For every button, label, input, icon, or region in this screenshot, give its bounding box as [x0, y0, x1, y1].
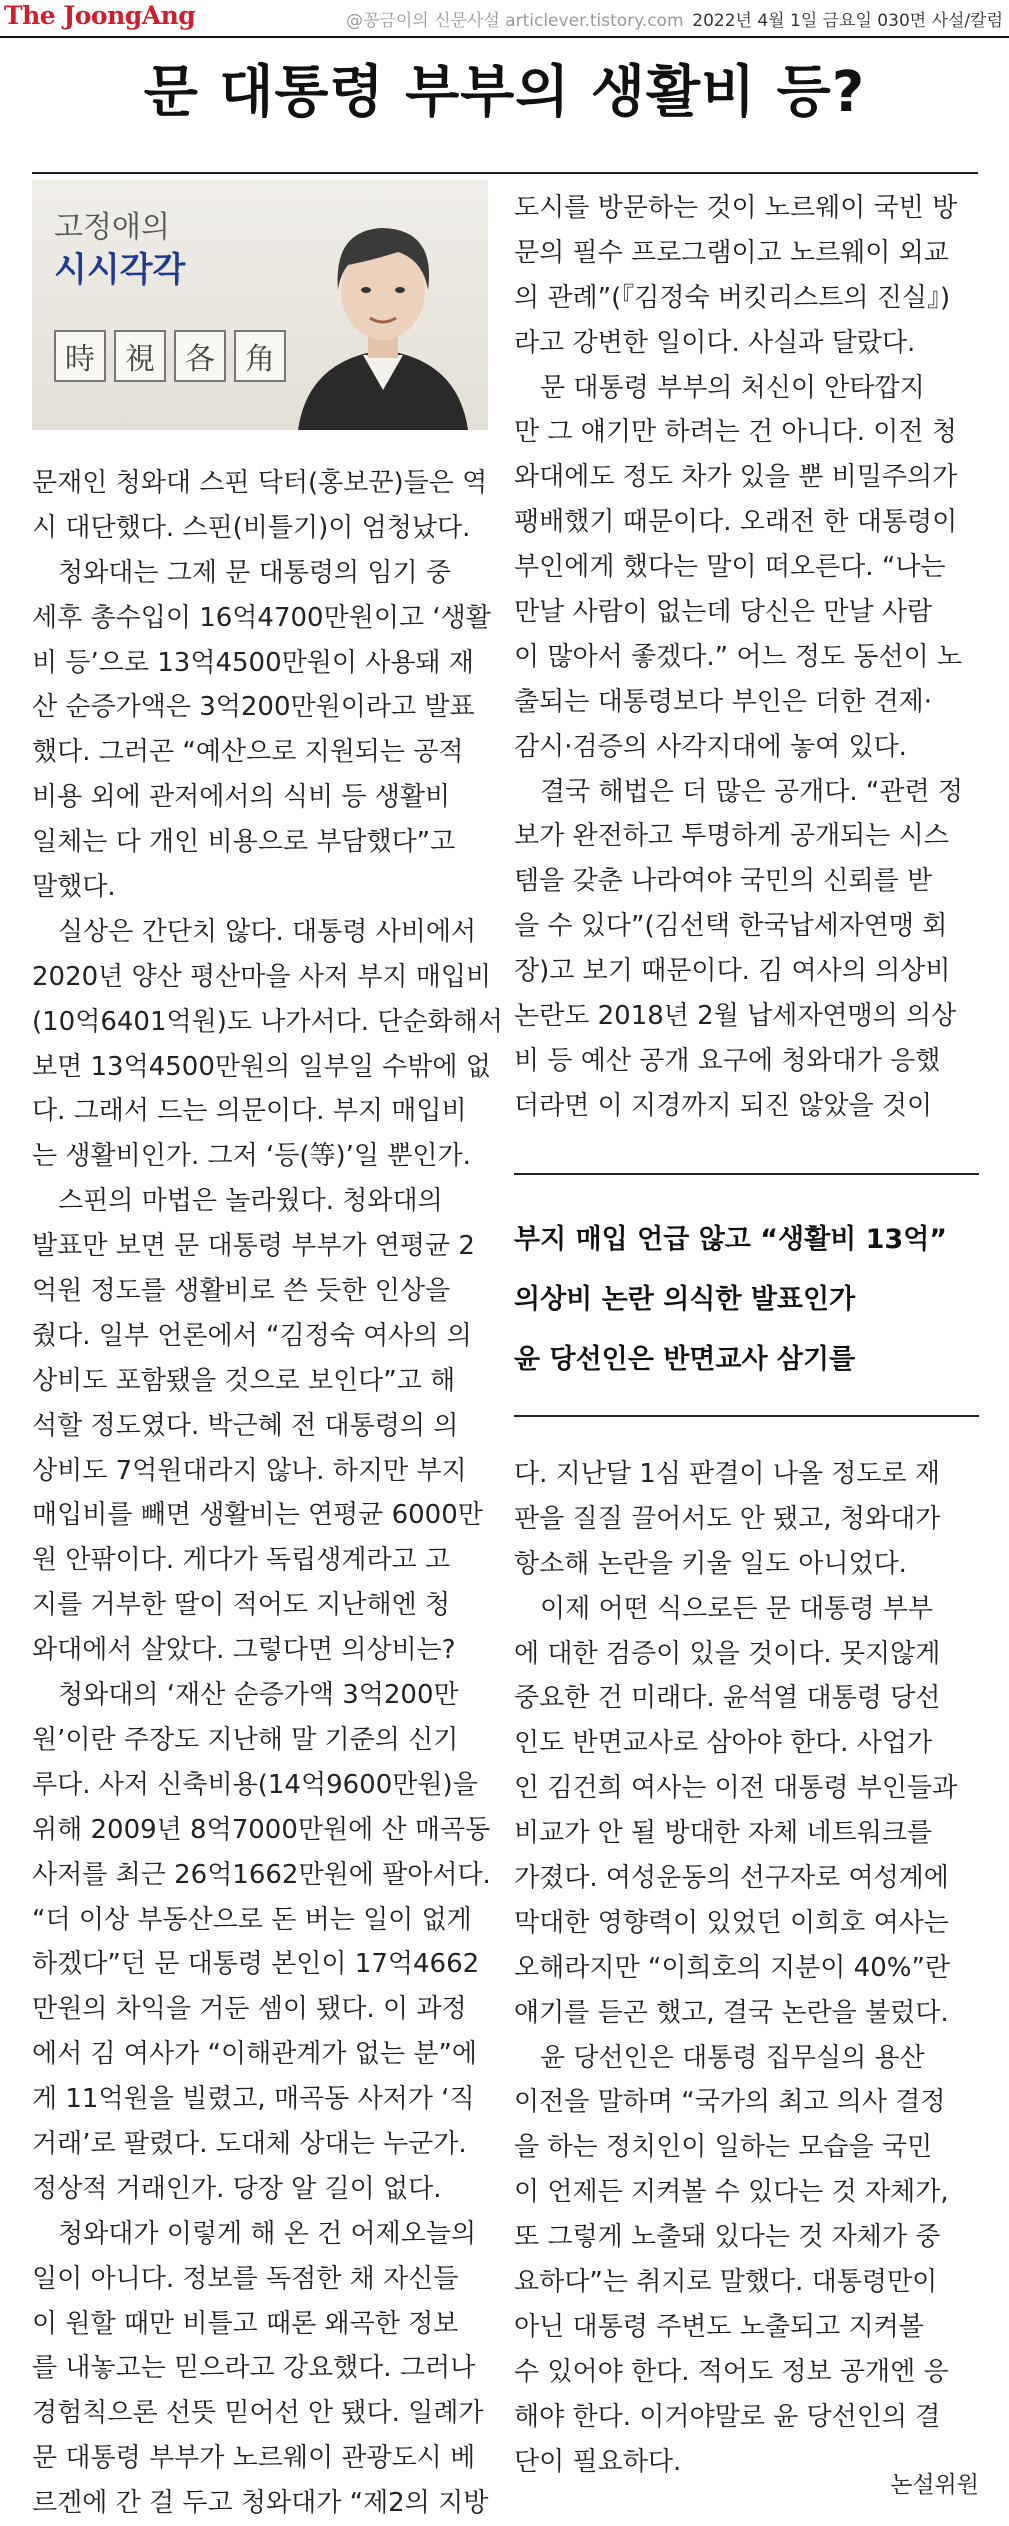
blog-watermark: @꽁금이의 신문사설 articlever.tistory.com — [346, 11, 684, 31]
text-line: 일체는 다 개인 비용으로 부담했다”고 — [32, 827, 456, 858]
pull-quote-rule-bottom — [514, 1415, 979, 1417]
text-line: 가졌다. 여성운동의 선구자로 여성계에 — [514, 1863, 949, 1894]
text-line: 만원의 차익을 거둔 셈이 됐다. 이 과정 — [32, 1994, 467, 2025]
text-line: 항소해 논란을 키울 일도 아니었다. — [514, 1548, 907, 1579]
text-line: 원 안팎이다. 게다가 독립생계라고 고 — [32, 1545, 451, 1576]
right-column-top — [514, 186, 979, 1129]
text-line: 정상적 거래인가. 당장 알 길이 없다. — [32, 2173, 442, 2204]
article-headline: 문 대통령 부부의 생활비 등? — [143, 60, 866, 125]
writer-name: 고정애의 — [54, 210, 170, 245]
text-line: 세후 총수입이 16억4700만원이고 ‘생활 — [32, 602, 491, 633]
text-line: 비교가 안 될 방대한 자체 네트워크를 — [514, 1818, 933, 1849]
pull-quote-line: 의상비 논란 의식한 발표인가 — [514, 1284, 856, 1315]
text-line: 매입비를 빼면 생활비는 연평균 6000만 — [32, 1500, 483, 1531]
text-line: 결국 해법은 더 많은 공개다. “관련 정 — [514, 776, 963, 807]
text-line: 을 하는 정치인이 일하는 모습을 국민 — [514, 2132, 933, 2163]
text-line: 인 김건희 여사는 이전 대통령 부인들과 — [514, 1773, 958, 1804]
column-card — [32, 180, 488, 430]
text-line: 게 11억원을 빌렸고, 매곡동 사저가 ‘직 — [32, 2084, 475, 2115]
headline-rule — [32, 172, 978, 174]
text-line: 원’이란 주장도 지난해 말 기준의 신기 — [32, 1724, 459, 1755]
text-line: 위해 2009년 8억7000만원에 산 매곡동 — [32, 1814, 491, 1845]
text-line: 의 관례”(『김정숙 버킷리스트의 진실』) — [514, 282, 951, 313]
text-line: 또 그렇게 노출돼 있다는 것 자체가 중 — [514, 2222, 941, 2253]
text-line: 윤 당선인은 대통령 집무실의 용산 — [514, 2042, 925, 2073]
text-line: 문 대통령 부부가 노르웨이 관광도시 베 — [32, 2443, 476, 2474]
text-line: 보면 13억4500만원의 일부일 수밖에 없 — [32, 1051, 491, 1082]
text-line: 루다. 사저 신축비용(14억9600만원)을 — [32, 1769, 478, 1800]
text-line: 논란도 2018년 2월 납세자연맹의 의상 — [514, 1001, 957, 1032]
text-line: 를 내놓고는 믿으라고 강요했다. 그러나 — [32, 2353, 476, 2384]
text-line: 다. 지난달 1심 판결이 나올 정도로 재 — [514, 1459, 941, 1489]
text-line: 비용 외에 관저에서의 식비 등 생활비 — [32, 782, 451, 813]
text-line: 와대에도 정도 차가 있을 뿐 비밀주의가 — [514, 462, 958, 493]
text-line: 인도 반면교사로 삼아야 한다. 사업가 — [514, 1728, 933, 1759]
text-line: 만 그 얘기만 하려는 건 아니다. 이전 청 — [514, 417, 957, 448]
text-line: 는 생활비인가. 그저 ‘등(等)’일 뿐인가. — [32, 1141, 471, 1172]
hanja-char: 各 — [174, 330, 226, 382]
text-line: 출되는 대통령보다 부인은 더한 견제· — [514, 686, 933, 717]
text-line: 와대에서 살았다. 그렇다면 의상비는? — [32, 1635, 456, 1666]
text-line: 장)고 보기 때문이다. 김 여사의 의상비 — [514, 956, 951, 987]
text-line: 석할 정도였다. 박근혜 전 대통령의 의 — [32, 1410, 459, 1441]
pull-quote-rule-top — [514, 1173, 979, 1175]
text-line: 에 대한 검증이 있을 것이다. 못지않게 — [514, 1638, 941, 1669]
text-line: “더 이상 부동산으로 돈 버는 일이 없게 — [32, 1904, 472, 1935]
text-line: 이 많아서 좋겠다.” 어느 정도 동선이 노 — [514, 641, 963, 672]
text-line: 문재인 청와대 스핀 닥터(홍보꾼)들은 역 — [32, 468, 488, 498]
text-line: 요하다”는 취지로 말했다. 대통령만이 — [514, 2267, 938, 2298]
text-line: 상비도 7억원대라지 않나. 하지만 부지 — [32, 1455, 467, 1486]
text-line: 을 수 있다”(김선택 한국납세자연맹 회 — [514, 911, 948, 942]
text-line: 수 있어야 한다. 적어도 정보 공개엔 응 — [514, 2356, 949, 2387]
text-line: 줬다. 일부 언론에서 “김정숙 여사의 의 — [32, 1320, 472, 1351]
text-line: 판을 질질 끌어서도 안 됐고, 청와대가 — [514, 1503, 941, 1534]
hanja-char: 角 — [234, 330, 286, 382]
right-column-bottom — [514, 1452, 979, 2484]
newspaper-logo: The JoongAng — [4, 1, 196, 30]
text-line: 단이 필요하다. — [514, 2446, 682, 2477]
text-line: 청와대의 ‘재산 순증가액 3억200만 — [32, 1680, 459, 1711]
text-line: 문의 필수 프로그램이고 노르웨이 외교 — [514, 237, 949, 268]
text-line: 이 원할 때만 비틀고 때론 왜곡한 정보 — [32, 2308, 459, 2339]
text-line: 에서 김 여사가 “이해관계가 없는 분”에 — [32, 2039, 478, 2070]
text-line: 문 대통령 부부의 처신이 안타깝지 — [514, 372, 925, 403]
text-line: 상비도 포함됐을 것으로 보인다”고 해 — [32, 1365, 456, 1396]
text-line: 부인에게 했다는 말이 떠오른다. “나는 — [514, 552, 946, 583]
byline: 논설위원 — [890, 2472, 979, 2498]
text-line: 스핀의 마법은 놀라웠다. 청와대의 — [32, 1186, 443, 1217]
text-line: 말했다. — [32, 872, 116, 903]
hanja-char: 時 — [54, 330, 106, 382]
pull-quote-line: 부지 매입 언급 않고 “생활비 13억” — [514, 1224, 948, 1255]
text-line: 도시를 방문하는 것이 노르웨이 국빈 방 — [514, 193, 958, 223]
text-line: 발표만 보면 문 대통령 부부가 연평균 2 — [32, 1231, 475, 1262]
text-line: 라고 강변한 일이다. 사실과 달랐다. — [514, 327, 916, 358]
text-line: 비 등 예산 공개 요구에 청와대가 응했 — [514, 1045, 941, 1076]
text-line: 오해라지만 “이희호의 지분이 40%”란 — [514, 1952, 951, 1983]
text-line: 실상은 간단치 않다. 대통령 사비에서 — [32, 916, 477, 947]
text-line: 청와대는 그제 문 대통령의 임기 중 — [32, 557, 451, 588]
text-line: 만날 사람이 없는데 당신은 만날 사람 — [514, 597, 933, 628]
text-line: 팽배했기 때문이다. 오래전 한 대통령이 — [514, 507, 958, 538]
text-line: 아닌 대통령 주변도 노출되고 지켜볼 — [514, 2311, 924, 2342]
text-line: 산 순증가액은 3억200만원이라고 발표 — [32, 692, 475, 723]
series-title: 시시각각 — [54, 250, 186, 290]
text-line: 이전을 말하며 “국가의 최고 의사 결정 — [514, 2087, 946, 2118]
text-line: 르겐에 간 걸 두고 청와대가 “제2의 지방 — [32, 2488, 489, 2519]
text-line: 거래’로 팔렸다. 도대체 상대는 누군가. — [32, 2128, 467, 2159]
hanja-row — [54, 330, 286, 382]
text-line: 일이 아니다. 정보를 독점한 채 자신들 — [32, 2263, 459, 2294]
pull-quote-line: 윤 당선인은 반면교사 삼기를 — [514, 1344, 856, 1375]
text-line: 보가 완전하고 투명하게 공개되는 시스 — [514, 821, 949, 852]
text-line: 억원 정도를 생활비로 쓴 듯한 인상을 — [32, 1276, 451, 1307]
text-line: 시 대단했다. 스핀(비틀기)이 엄청났다. — [32, 512, 471, 543]
text-line: 경험칙으론 선뜻 믿어선 안 됐다. 일례가 — [32, 2398, 484, 2429]
text-line: 이 언제든 지켜볼 수 있다는 것 자체가, — [514, 2177, 949, 2208]
text-line: 이제 어떤 식으로든 문 대통령 부부 — [514, 1593, 933, 1624]
text-line: 얘기를 듣곤 했고, 결국 논란을 불렀다. — [514, 1997, 949, 2028]
text-line: 2020년 양산 평산마을 사저 부지 매입비 — [32, 961, 492, 992]
text-line: 했다. 그러곤 “예산으로 지원되는 공적 — [32, 737, 464, 768]
text-line: (10억6401억원)도 나가서다. 단순화해서 — [32, 1006, 503, 1037]
author-portrait-icon — [288, 190, 478, 430]
text-line: 사저를 최근 26억1662만원에 팔아서다. — [32, 1859, 491, 1890]
text-line: 더라면 이 지경까지 되진 않았을 것이 — [514, 1090, 933, 1121]
text-line: 해야 한다. 이거야말로 윤 당선인의 결 — [514, 2401, 941, 2432]
text-line: 막대한 영향력이 있었던 이희호 여사는 — [514, 1907, 949, 1938]
dateline: 2022년 4월 1일 금요일 030면 사설/칼럼 — [692, 11, 1003, 31]
text-line: 감시·검증의 사각지대에 놓여 있다. — [514, 731, 907, 762]
text-line: 중요한 건 미래다. 윤석열 대통령 당선 — [514, 1683, 941, 1714]
text-line: 지를 거부한 딸이 적어도 지난해엔 청 — [32, 1590, 451, 1621]
text-line: 청와대가 이렇게 해 온 건 어제오늘의 — [32, 2218, 477, 2249]
text-line: 비 등’으로 13억4500만원이 사용돼 재 — [32, 647, 474, 678]
hanja-char: 視 — [114, 330, 166, 382]
text-line: 하겠다”던 문 대통령 본인이 17억4662 — [32, 1949, 480, 1980]
left-column — [32, 461, 503, 2526]
text-line: 템을 갖춘 나라여야 국민의 신뢰를 받 — [514, 866, 933, 897]
text-line: 다. 그래서 드는 의문이다. 부지 매입비 — [32, 1096, 467, 1127]
masthead-bar — [0, 0, 1009, 38]
